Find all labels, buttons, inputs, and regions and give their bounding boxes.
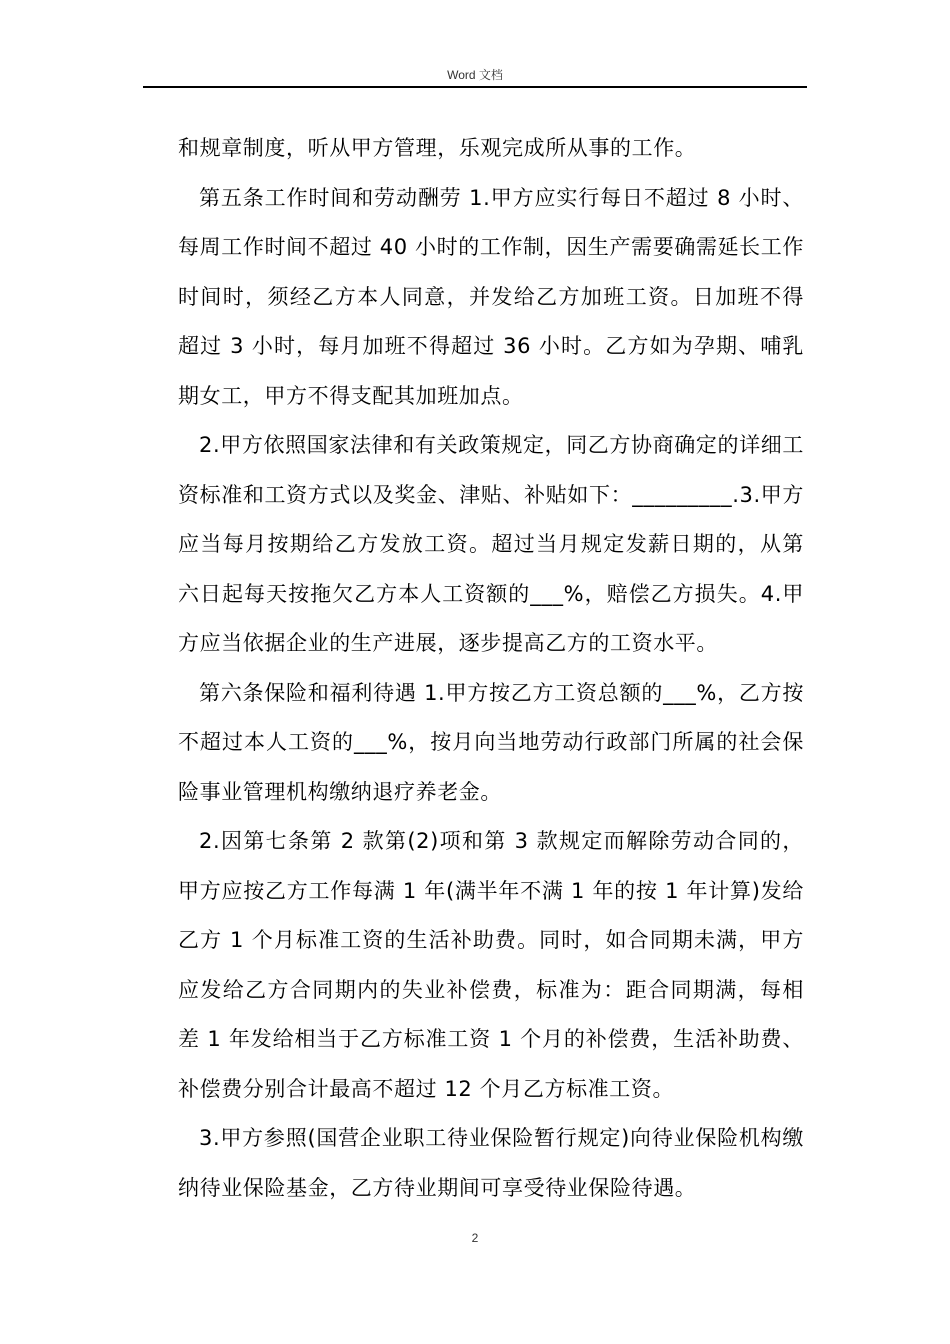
- header-divider: [143, 86, 807, 88]
- document-body: [178, 124, 804, 1213]
- paragraph: 2.甲方依照国家法律和有关政策规定，同乙方协商确定的详细工资标准和工资方式以及奖金、津贴、补贴如下：_________.3.甲方应当每月按期给乙方发放工资。超过当月规定发薪日期的，从第六日起每天按拖欠乙方本人工资额的___%，赔偿乙方损失。4.甲方应当依据企业的生产进展，逐步提高乙方的工资水平。: [178, 433, 804, 655]
- page-header: Word 文档: [447, 68, 503, 82]
- paragraph: 和规章制度，听从甲方管理，乐观完成所从事的工作。: [178, 136, 697, 160]
- paragraph: 第六条保险和福利待遇 1.甲方按乙方工资总额的___%，乙方按不超过本人工资的___%，按月向当地劳动行政部门所属的社会保险事业管理机构缴纳退疗养老金。: [178, 680, 804, 804]
- paragraph: 第五条工作时间和劳动酬劳 1.甲方应实行每日不超过 8 小时、每周工作时间不超过 40 小时的工作制，因生产需要确需延长工作时间时，须经乙方本人同意，并发给乙方加班工资。日加班不得超过 3 小时，每月加班不得超过 36 小时。乙方如为孕期、哺乳期女工，甲方不得支配其加班加点。: [178, 185, 804, 408]
- paragraph: 3.甲方参照(国营企业职工待业保险暂行规定)向待业保险机构缴纳待业保险基金，乙方待业期间可享受待业保险待遇。: [178, 1126, 804, 1200]
- page-number: 2: [471, 1231, 479, 1245]
- paragraph: 2.因第七条第 2 款第(2)项和第 3 款规定而解除劳动合同的，甲方应按乙方工作每满 1 年(满半年不满 1 年的按 1 年计算)发给乙方 1 个月标准工资的生活补助费。同时，如合同期未满，甲方应发给乙方合同期内的失业补偿费，标准为：距合同期满，每相差 1 年发给相当于乙方标准工资 1 个月的补偿费，生活补助费、补偿费分别合计最高不超过 12 个月乙方标准工资。: [178, 829, 804, 1101]
